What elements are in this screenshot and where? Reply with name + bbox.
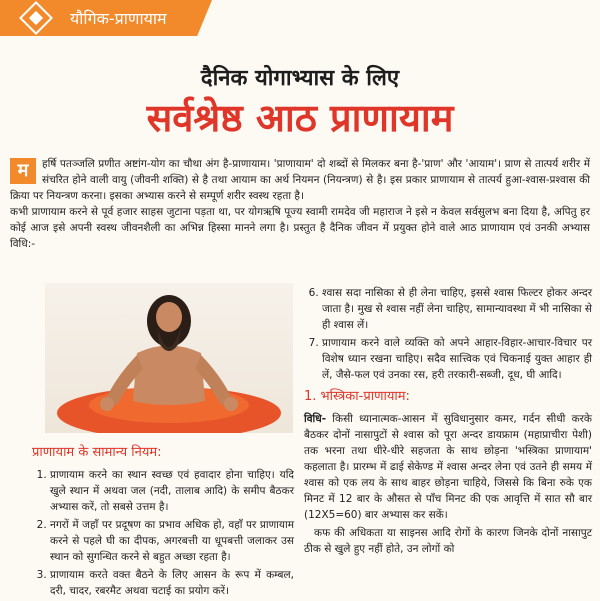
left-column: [32, 443, 294, 601]
method-text: किसी ध्यानात्मक-आसन में सुविधानुसार कमर, गर्दन सीधी करके बैठकर दोनों नासापुटों से श्वास को पूरा अन्दर डायफ्राम (महाप्राचीरा पेशी) तक भरना तथा धीरे-धीरे सहजता के साथ छोड़ना 'भस्त्रिका प्राणायाम' कहलाता है। प्रारम्भ में ढाई सेकेण्ड में श्वास अन्दर लेना एवं उतने ही समय में श्वास को एक लय के साथ बाहर छोड़ना चाहिये, जिससे कि बिना रुके एक मिनट में 12 बार के औसत से पाँच मिनट की एक आवृत्ति में सात सौ बार (12X5=60) बार अभ्यास कर सकें।: [304, 413, 592, 521]
intro-paragraph-2: कभी प्राणायाम करने से पूर्व हजार साहस जुटाना पड़ता था, पर योगऋषि पूज्य स्वामी रामदेव जी महाराज ने इसे न केवल सर्वसुलभ बना दिया है, अपितु हर कोई आज इसे अपनी स्वस्थ जीवनशैली का अभिन्न हिस्सा मानने लगा है। प्रस्तुत है दैनिक जीवन में प्रयुक्त होने वाले आठ प्राणायाम एवं उनकी अभ्यास विधि:-: [10, 206, 590, 250]
rule-item: 1. प्राणायाम करने का स्थान स्वच्छ एवं हवादार होना चाहिए। यदि खुले स्थान में अथवा जल (नदी, तालाब आदि) के समीप बैठकर अभ्यास करें, तो सबसे उत्तम है।: [50, 467, 294, 515]
yoga-photo: [45, 283, 293, 433]
drop-cap: म: [10, 158, 36, 184]
article-subtitle: दैनिक योगाभ्यास के लिए: [200, 66, 400, 91]
rule-item: 3. प्राणायाम करते वक्त बैठने के लिए आसन के रूप में कम्बल, दरी, चादर, रबरमैट अथवा चटाई का प्रयोग करें।: [50, 567, 294, 599]
section-heading-rules: प्राणायाम के सामान्य नियम:: [32, 445, 162, 460]
rule-item: 7. प्राणायाम करने वाले व्यक्ति को अपने आहार-विहार-आचार-विचार पर विशेष ध्यान रखना चाहिए। सदैव सात्त्विक एवं चिकनाई युक्त आहार ही लें, जैसे-फल एवं उनका रस, हरी तरकारी-सब्जी, दूध, घी आदि।: [322, 335, 592, 383]
meditating-person-illustration: [45, 283, 293, 433]
article-title: सर्वश्रेष्ठ आठ प्राणायाम: [146, 96, 454, 140]
right-column: [304, 285, 592, 559]
method-paragraph: [304, 411, 592, 523]
section-label: यौगिक-प्राणायाम: [70, 9, 167, 28]
rule-item: 2. नगरों में जहाँ पर प्रदूषण का प्रभाव अधिक हो, वहाँ पर प्राणायाम करने से पहले घी का दीपक, अगरबत्ती या धूपबत्ती जलाकर उस स्थान को सुगन्धित करने से बहुत अच्छा रहता है।: [50, 517, 294, 565]
rule-item: 6. श्वास सदा नासिका से ही लेना चाहिए, इससे श्वास फिल्टर होकर अन्दर जाता है। मुख से श्वास नहीं लेना चाहिए, सामान्यावस्था में भी नासिका से ही श्वास लें।: [322, 285, 592, 333]
intro-text: [10, 156, 590, 252]
section-heading-bhastrika: 1. भस्त्रिका-प्राणायाम:: [304, 389, 410, 404]
paragraph: कफ की अधिकता या साइनस आदि रोगों के कारण जिनके दोनों नासापुट ठीक से खुले हुए नहीं होते, उन लोगों को: [304, 527, 592, 555]
method-label: विधि-: [304, 413, 327, 425]
intro-paragraph-1: हर्षि पतञ्जलि प्रणीत अष्टांग-योग का चौथा अंग है-प्राणायाम। 'प्राणायाम' दो शब्दों से मिलकर बना है-'प्राण' और 'आयाम'। प्राण से तात्पर्य शरीर में संचरित होने वाली वायु (जीवनी शक्ति) से है तथा आयाम का अर्थ नियमन (नियन्त्रण) से है। इस प्रकार प्राणायाम से तात्पर्य हुआ-श्वास-प्रश्वास की क्रिया पर नियन्त्रण करना। इसका अभ्यास करने से सम्पूर्ण शरीर स्वस्थ रहता है।: [10, 158, 590, 202]
